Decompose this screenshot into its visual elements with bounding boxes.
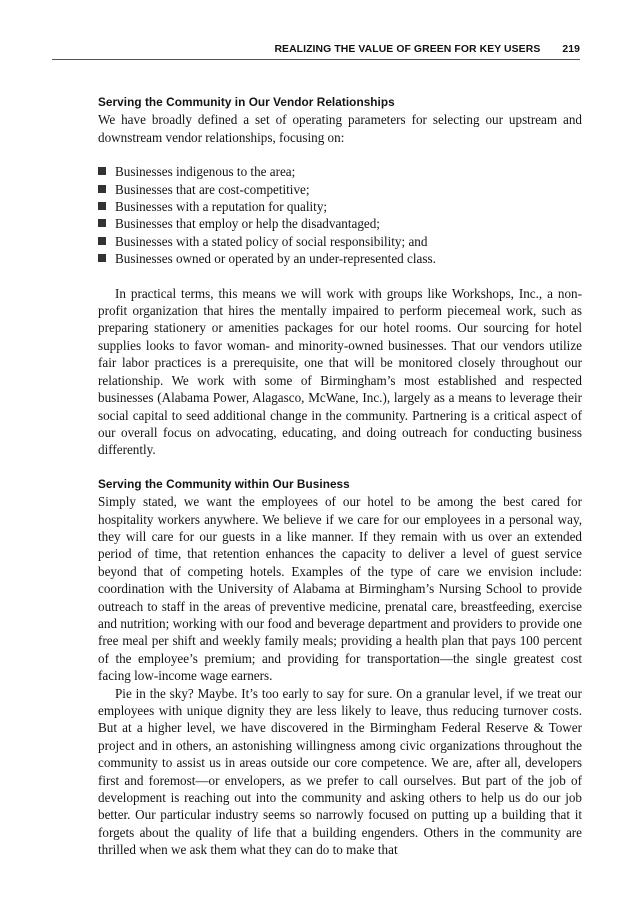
body-text [98,94,582,859]
vendor-practice-paragraph: In practical terms, this means we will work with groups like Workshops, Inc., a non-profit organization that hires the mentally impaired to perform piecemeal work, such as preparing stationery or amenities packages for our hotel rooms. Our sourcing for hotel supplies looks to favor woman- and minority-owned businesses. That our vendors utilize fair labor practices is a prerequisite, one that will be monitored closely throughout our relationship. We work with some of Birmingham’s most established and respected businesses (Alabama Power, Alagasco, McWane, Inc.), largely as a means to leverage their social capital to seed additional change in the community. Partnering is a critical aspect of our overall focus on advocating, educating, and doing outreach for conducting business differently. [98,285,582,458]
vendor-criteria-list [98,163,582,267]
square-bullet-icon [98,202,106,210]
spacer [98,268,582,285]
list-item-text: Businesses owned or operated by an under-represented class. [115,251,436,267]
list-item [98,163,582,180]
list-item [98,215,582,232]
page-number: 219 [562,44,580,55]
list-item-text: Businesses with a stated policy of social responsibility; and [115,233,428,249]
square-bullet-icon [98,237,106,245]
vendor-intro-paragraph: We have broadly defined a set of operating parameters for selecting our upstream and downstream vendor relationships, focusing on: [98,112,582,145]
list-item-text: Businesses that are cost-competitive; [115,181,310,197]
employee-care-paragraph: Simply stated, we want the employees of our hotel to be among the best cared for hospitality workers anywhere. We believe if we care for our employees in a personal way, they will care for our guests in a like manner. If they remain with us over an extended period of time, that retention enhances the capacity to deliver a level of guest service beyond that of competing hotels. Examples of the type of care we envision include: coordination with the University of Alabama at Birmingham’s Nursing School to provide outreach to staff in the areas of preventive medicine, prenatal care, breastfeeding, exercise and nutrition; working with our food and beverage department and providers to provide one free meal per shift and weekly family meals; providing a health plan that pays 100 percent of the employee’s premium; and providing for transportation—the single greatest cost facing low-income wage earners. [98,494,582,684]
pie-in-the-sky-paragraph: Pie in the sky? Maybe. It’s too early to say for sure. On a granular level, if we treat our employees with unique dignity they are less likely to leave, thus reducing turnover costs. But at a higher level, we have discovered in the Birmingham Federal Reserve & Tower project and in others, an astonishing willingness among civic organizations throughout the community to assist us in areas outside our core competence. We are, after all, developers first and foremost—or envelopers, as we prefer to call ourselves. But part of the job of development is reaching out into the community and asking others to help us do our job better. Our particular industry seems so narrowly focused on putting up a building that it forgets about the quality of life that a building engenders. Others in the community are thrilled when we ask them what they can do to make that [98,685,582,858]
list-item-text: Businesses with a reputation for quality; [115,199,328,215]
section-heading-vendor: Serving the Community in Our Vendor Relationships [98,95,395,109]
running-head [52,44,580,55]
header-rule [52,59,580,60]
list-item-text: Businesses that employ or help the disadvantaged; [115,216,380,232]
section-heading-business: Serving the Community within Our Business [98,476,350,491]
list-item [98,181,582,198]
running-title: REALIZING THE VALUE OF GREEN FOR KEY USERS [274,44,541,55]
spacer [98,146,582,163]
square-bullet-icon [98,185,106,193]
list-item [98,250,582,267]
list-item-text: Businesses indigenous to the area; [115,164,296,180]
list-item [98,198,582,215]
list-item [98,233,582,250]
square-bullet-icon [98,254,106,262]
square-bullet-icon [98,219,106,227]
square-bullet-icon [98,167,106,175]
spacer [98,459,582,476]
